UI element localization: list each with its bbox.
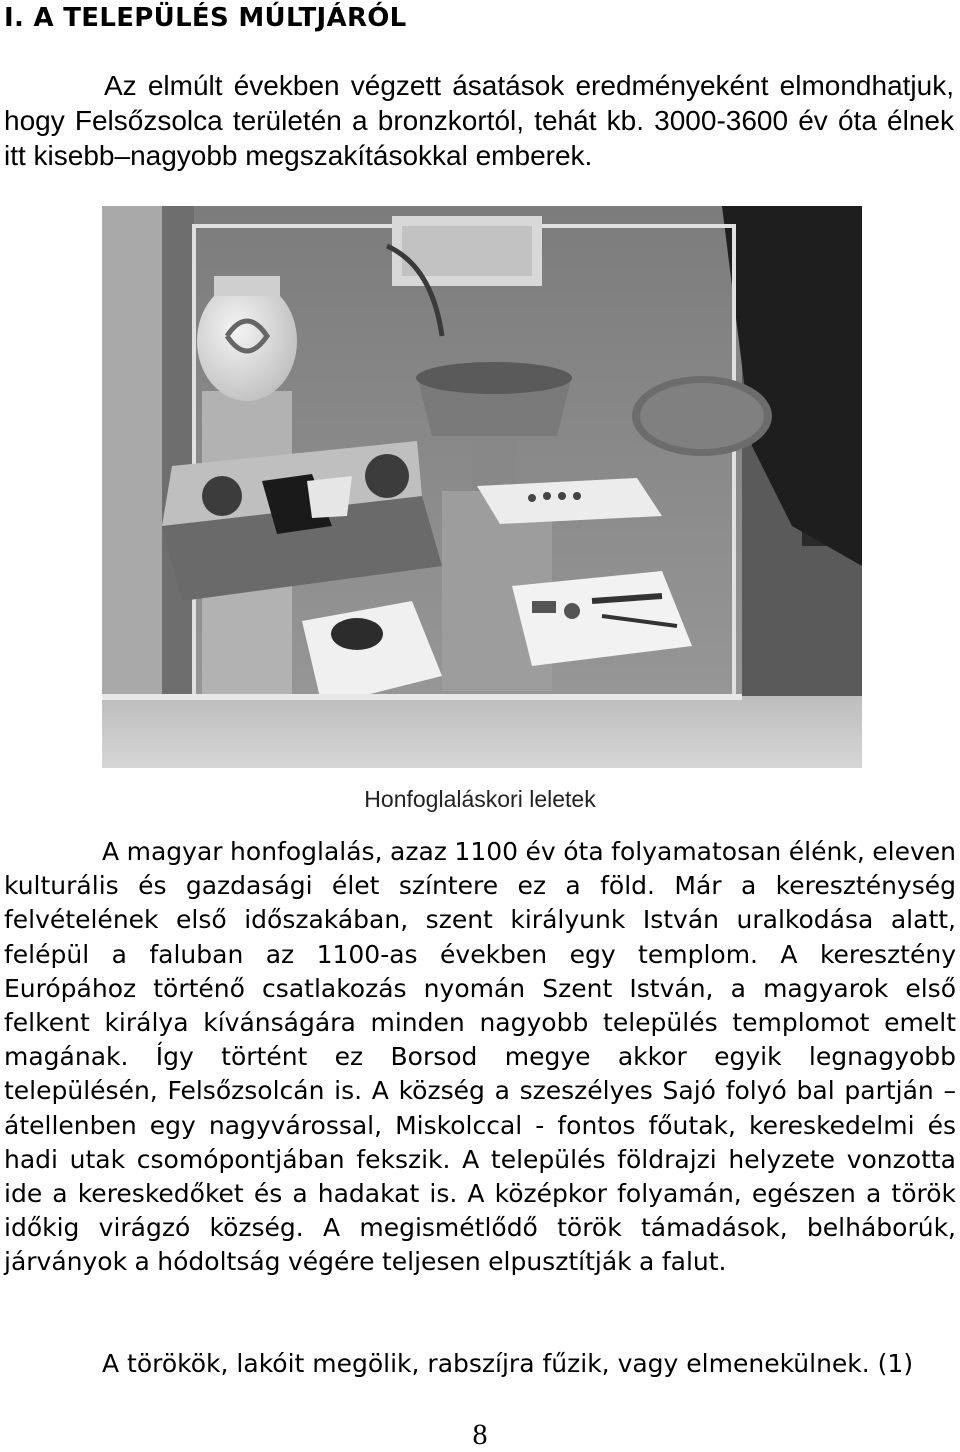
section-heading: I. A TELEPÜLÉS MÚLTJÁRÓL — [4, 3, 407, 33]
paragraph-turks — [4, 1347, 956, 1381]
page-number: 8 — [472, 1418, 488, 1451]
paragraph-history-text: A magyar honfoglalás, azaz 1100 év óta folyamatosan élénk, eleven kulturális és gazdasági élet színtere ez a föld. Már a kereszténység felvételének első időszakában, szent királyunk István uralkodása alatt, felépül a faluban az 1100-as években egy templom. A keresztény Európához történő csatlakozás nyomán Szent István, a magyarok első felkent királya kívánságára minden nagyobb település templomot emelt magának. Így történt ez Borsod megye akkor egyik legnagyobb településén, Felsőzsolcán is. A község a szeszélyes Sajó folyó bal partján – átellenben egy nagyvárossal, Miskolccal - fontos főutak, kereskedelmi és hadi utak csomópontjában fekszik. A település földrajzi helyzete vonzotta ide a kereskedőket és a hadakat is. A középkor folyamán, egészen a török időkig virágzó község. A megismétlődő török támadások, belháborúk, járványok a hódoltság végére teljesen elpusztítják a falut. — [4, 837, 956, 1277]
paragraph-turks-text: A törökök, lakóit megölik, rabszíjra fűzik, vagy elmenekülnek. (1) — [102, 1349, 914, 1378]
paragraph-intro-text: Az elmúlt években végzett ásatások eredményeként elmondhatjuk, hogy Felsőzsolca területén a bronzkortól, tehát kb. 3000-3600 év óta élnek itt kisebb–nagyobb megszakításokkal emberek. — [4, 70, 954, 171]
paragraph-intro — [4, 68, 954, 173]
paragraph-history — [4, 835, 956, 1280]
museum-display-photo — [102, 206, 862, 768]
photo-caption: Honfoglaláskori leletek — [364, 786, 596, 812]
